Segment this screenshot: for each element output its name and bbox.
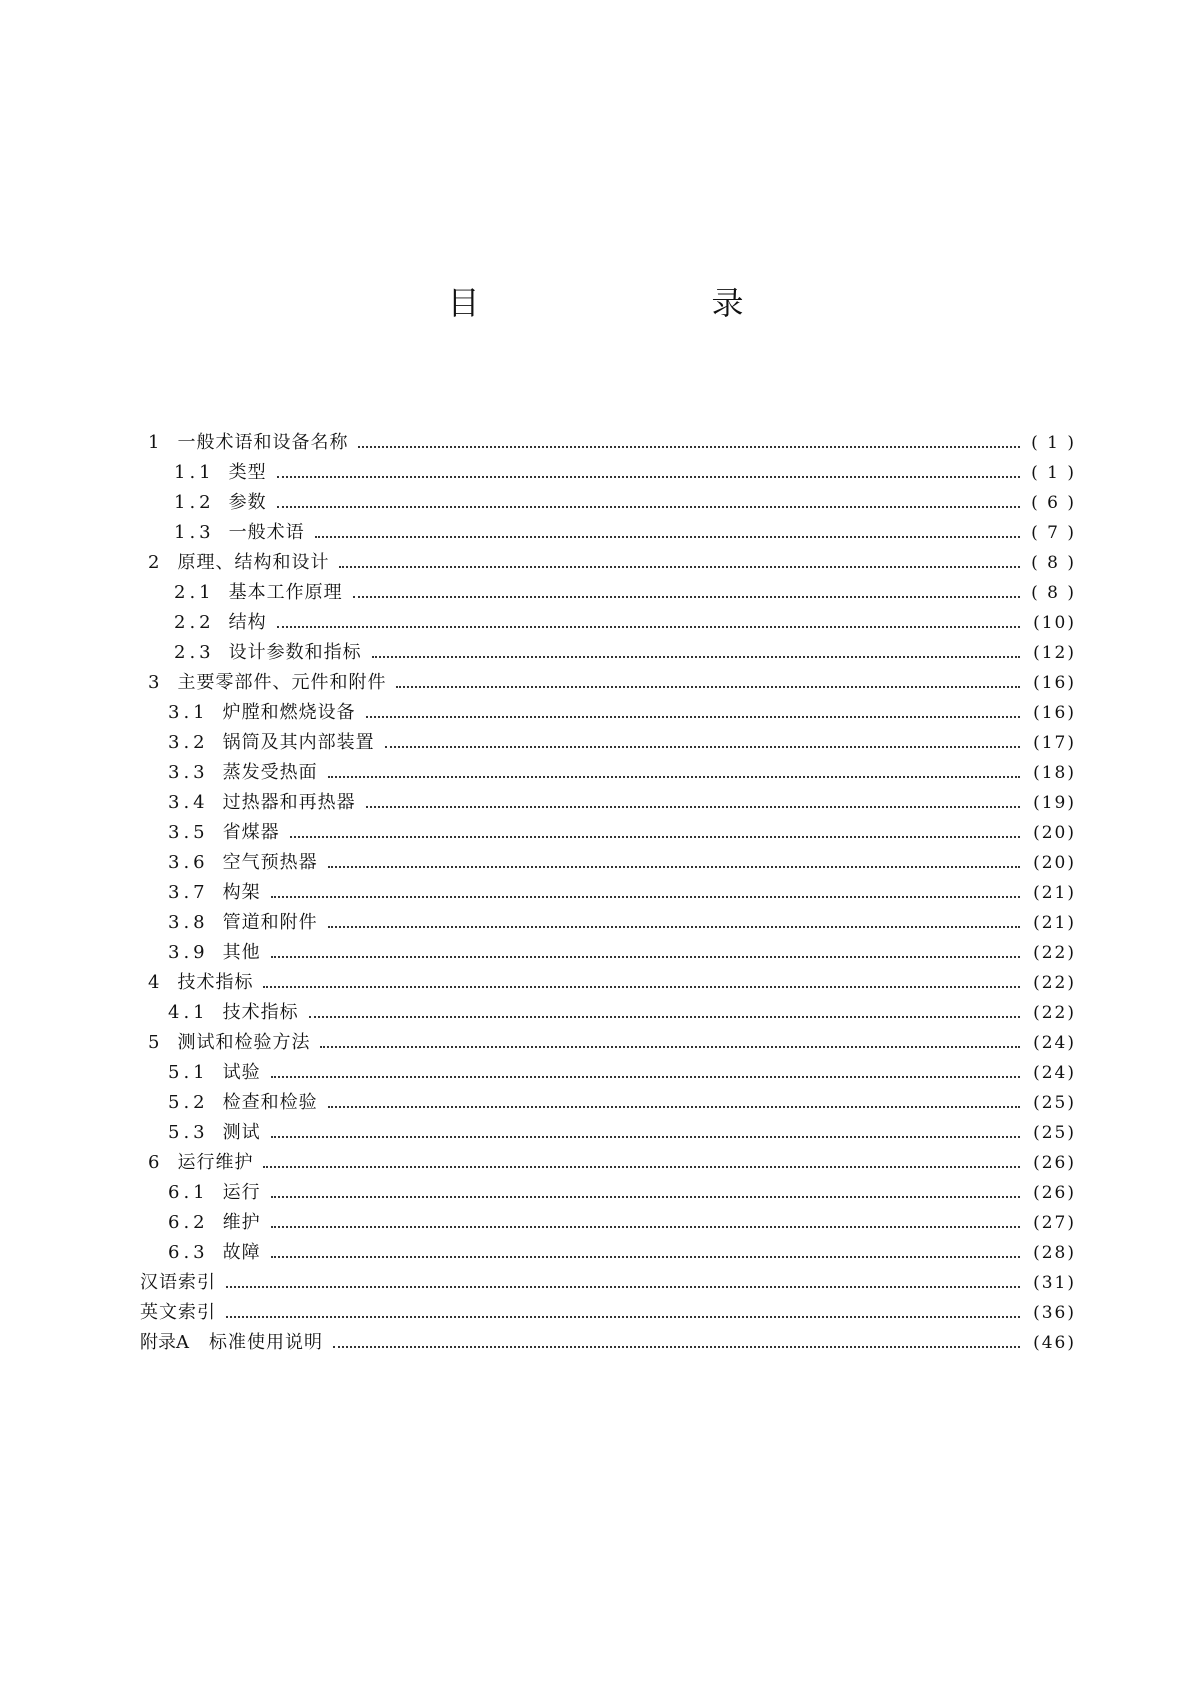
dot-leader (358, 446, 1020, 448)
toc-entry-number: 1.3 (174, 522, 215, 543)
toc-entry[interactable] (148, 938, 1076, 968)
dot-leader (277, 506, 1020, 508)
toc-entry-page: (46) (1033, 1333, 1076, 1353)
toc-entry-label: 测试和检验方法 (177, 1032, 311, 1053)
toc-entry-page: (22) (1033, 943, 1076, 963)
toc-entry[interactable] (148, 968, 1076, 998)
dot-leader (290, 836, 1020, 838)
toc-entry-label: 故障 (222, 1242, 261, 1263)
toc-entry-number: 1.2 (174, 492, 215, 513)
toc-entry[interactable] (148, 1238, 1076, 1268)
dot-leader (385, 746, 1020, 748)
toc-entry-label: 标准使用说明 (209, 1332, 323, 1353)
dot-leader (309, 1016, 1020, 1018)
toc-entry-number: 2.2 (174, 612, 215, 633)
toc-entry-label: 其他 (222, 942, 261, 963)
toc-entry-page: ( 6 ) (1031, 493, 1076, 513)
toc-entry[interactable] (148, 578, 1076, 608)
dot-leader (271, 956, 1020, 958)
dot-leader (366, 716, 1020, 718)
toc-entry-page: (10) (1033, 613, 1076, 633)
toc-entry-label: 设计参数和指标 (228, 642, 362, 663)
toc-entry-number: 3.6 (168, 852, 209, 873)
toc-entry[interactable] (148, 1118, 1076, 1148)
toc-entry-number: 5.3 (168, 1122, 209, 1143)
toc-entry-page: ( 1 ) (1031, 463, 1076, 483)
toc-entry-number: 6.2 (168, 1212, 209, 1233)
toc-entry-label: 汉语索引 (140, 1272, 216, 1293)
toc-entry-number: 1 (148, 432, 160, 453)
dot-leader (271, 1226, 1020, 1228)
toc-entry-number: 3.7 (168, 882, 209, 903)
toc-entry-label: 管道和附件 (222, 912, 318, 933)
toc-entry[interactable] (148, 1058, 1076, 1088)
toc-entry-label: 蒸发受热面 (222, 762, 318, 783)
dot-leader (226, 1286, 1020, 1288)
toc-entry[interactable] (148, 758, 1076, 788)
toc-entry-label: 试验 (222, 1062, 261, 1083)
table-of-contents (140, 428, 1076, 1358)
toc-entry-number: 6.1 (168, 1182, 209, 1203)
dot-leader (263, 1166, 1020, 1168)
toc-entry-label: 锅筒及其内部装置 (222, 732, 375, 753)
toc-entry[interactable] (148, 638, 1076, 668)
dot-leader (277, 626, 1020, 628)
toc-entry-number: 6.3 (168, 1242, 209, 1263)
toc-entry-page: (31) (1033, 1273, 1076, 1293)
toc-entry-label: 基本工作原理 (228, 582, 343, 603)
toc-entry-label: 空气预热器 (222, 852, 318, 873)
toc-entry-page: (22) (1033, 973, 1076, 993)
toc-entry-page: (20) (1033, 823, 1076, 843)
toc-entry-page: (21) (1033, 913, 1076, 933)
dot-leader (366, 806, 1020, 808)
toc-entry[interactable] (148, 878, 1076, 908)
dot-leader (271, 1136, 1020, 1138)
toc-entry[interactable] (148, 488, 1076, 518)
toc-entry-page: (26) (1033, 1153, 1076, 1173)
dot-leader (263, 986, 1020, 988)
toc-entry-label: 参数 (228, 492, 267, 513)
toc-entry-page: (16) (1033, 673, 1076, 693)
toc-entry-number: 2.1 (174, 582, 215, 603)
dot-leader (271, 1076, 1020, 1078)
dot-leader (372, 656, 1020, 658)
toc-entry-label: 构架 (222, 882, 261, 903)
toc-entry-page: (21) (1033, 883, 1076, 903)
toc-entry-number: 2 (148, 552, 160, 573)
toc-entry-label: 测试 (222, 1122, 261, 1143)
toc-entry-label: 原理、结构和设计 (177, 552, 330, 573)
toc-entry-page: (25) (1033, 1093, 1076, 1113)
toc-entry-label: 技术指标 (222, 1002, 299, 1023)
toc-entry-number: 3.2 (168, 732, 209, 753)
toc-entry-label: 维护 (222, 1212, 261, 1233)
toc-entry-label: 检查和检验 (222, 1092, 318, 1113)
toc-entry-number: 3.1 (168, 702, 209, 723)
dot-leader (328, 926, 1020, 928)
toc-entry-page: ( 8 ) (1031, 583, 1076, 603)
toc-entry[interactable] (148, 1028, 1076, 1058)
toc-entry-number: 2.3 (174, 642, 215, 663)
toc-entry-label: 技术指标 (177, 972, 254, 993)
toc-entry-page: (20) (1033, 853, 1076, 873)
toc-entry-number: 5 (148, 1032, 160, 1053)
toc-entry-label: 过热器和再热器 (222, 792, 356, 813)
toc-entry-label: 一般术语和设备名称 (177, 432, 349, 453)
toc-entry[interactable] (148, 428, 1076, 458)
toc-entry-label: 英文索引 (140, 1302, 216, 1323)
toc-entry-page: ( 7 ) (1031, 523, 1076, 543)
toc-entry-page: (16) (1033, 703, 1076, 723)
toc-entry-number: 3.8 (168, 912, 209, 933)
toc-entry[interactable] (148, 1208, 1076, 1238)
toc-entry-number: 3.5 (168, 822, 209, 843)
toc-entry[interactable] (148, 728, 1076, 758)
dot-leader (328, 866, 1020, 868)
toc-entry-page: (19) (1033, 793, 1076, 813)
toc-entry[interactable] (148, 1178, 1076, 1208)
toc-entry[interactable] (148, 518, 1076, 548)
dot-leader (339, 566, 1020, 568)
toc-entry-page: (27) (1033, 1213, 1076, 1233)
toc-entry-number: 1.1 (174, 462, 215, 483)
toc-entry-page: (24) (1033, 1033, 1076, 1053)
toc-entry-page: (17) (1033, 733, 1076, 753)
toc-entry-number: 5.2 (168, 1092, 209, 1113)
toc-entry-page: (12) (1033, 643, 1076, 663)
dot-leader (277, 476, 1020, 478)
toc-entry-label: 省煤器 (222, 822, 280, 843)
toc-entry-number: 6 (148, 1152, 160, 1173)
dot-leader (353, 596, 1020, 598)
toc-entry[interactable] (148, 788, 1076, 818)
dot-leader (271, 1256, 1020, 1258)
toc-entry-page: ( 8 ) (1031, 553, 1076, 573)
toc-entry-page: (18) (1033, 763, 1076, 783)
toc-entry-page: (36) (1033, 1303, 1076, 1323)
toc-entry-page: (26) (1033, 1183, 1076, 1203)
toc-entry-page: (22) (1033, 1003, 1076, 1023)
dot-leader (271, 896, 1020, 898)
toc-entry-label: 运行 (222, 1182, 261, 1203)
toc-entry[interactable] (140, 1298, 1076, 1328)
toc-entry[interactable] (148, 668, 1076, 698)
toc-entry-number: 4.1 (168, 1002, 209, 1023)
toc-entry-number: 3.4 (168, 792, 209, 813)
toc-entry-label: 主要零部件、元件和附件 (177, 672, 387, 693)
toc-entry-label: 运行维护 (177, 1152, 254, 1173)
toc-entry-number: 3.3 (168, 762, 209, 783)
dot-leader (226, 1316, 1020, 1318)
dot-leader (315, 536, 1020, 538)
toc-entry-label: 一般术语 (228, 522, 305, 543)
toc-entry-page: ( 1 ) (1031, 433, 1076, 453)
page-title: 目 录 (447, 284, 844, 322)
toc-entry[interactable] (148, 548, 1076, 578)
toc-entry[interactable] (140, 1268, 1076, 1298)
toc-entry[interactable] (148, 698, 1076, 728)
dot-leader (333, 1346, 1020, 1348)
toc-entry[interactable] (148, 458, 1076, 488)
toc-entry-label: 类型 (228, 462, 267, 483)
toc-entry[interactable] (148, 818, 1076, 848)
toc-entry[interactable] (148, 608, 1076, 638)
toc-entry-page: (28) (1033, 1243, 1076, 1263)
dot-leader (271, 1196, 1020, 1198)
toc-entry[interactable] (140, 1328, 1076, 1358)
toc-entry-page: (25) (1033, 1123, 1076, 1143)
dot-leader (320, 1046, 1020, 1048)
toc-entry-number: 3.9 (168, 942, 209, 963)
dot-leader (396, 686, 1020, 688)
dot-leader (328, 1106, 1020, 1108)
toc-entry-number: 5.1 (168, 1062, 209, 1083)
toc-entry-page: (24) (1033, 1063, 1076, 1083)
toc-entry[interactable] (148, 908, 1076, 938)
toc-entry-label: 炉膛和燃烧设备 (222, 702, 356, 723)
dot-leader (328, 776, 1020, 778)
toc-entry-number: 4 (148, 972, 160, 993)
toc-entry[interactable] (148, 998, 1076, 1028)
toc-entry-label: 结构 (228, 612, 267, 633)
toc-entry-number: 3 (148, 672, 160, 693)
toc-entry-number: 附录A (140, 1332, 189, 1353)
toc-entry[interactable] (148, 1088, 1076, 1118)
toc-entry[interactable] (148, 848, 1076, 878)
toc-entry[interactable] (148, 1148, 1076, 1178)
